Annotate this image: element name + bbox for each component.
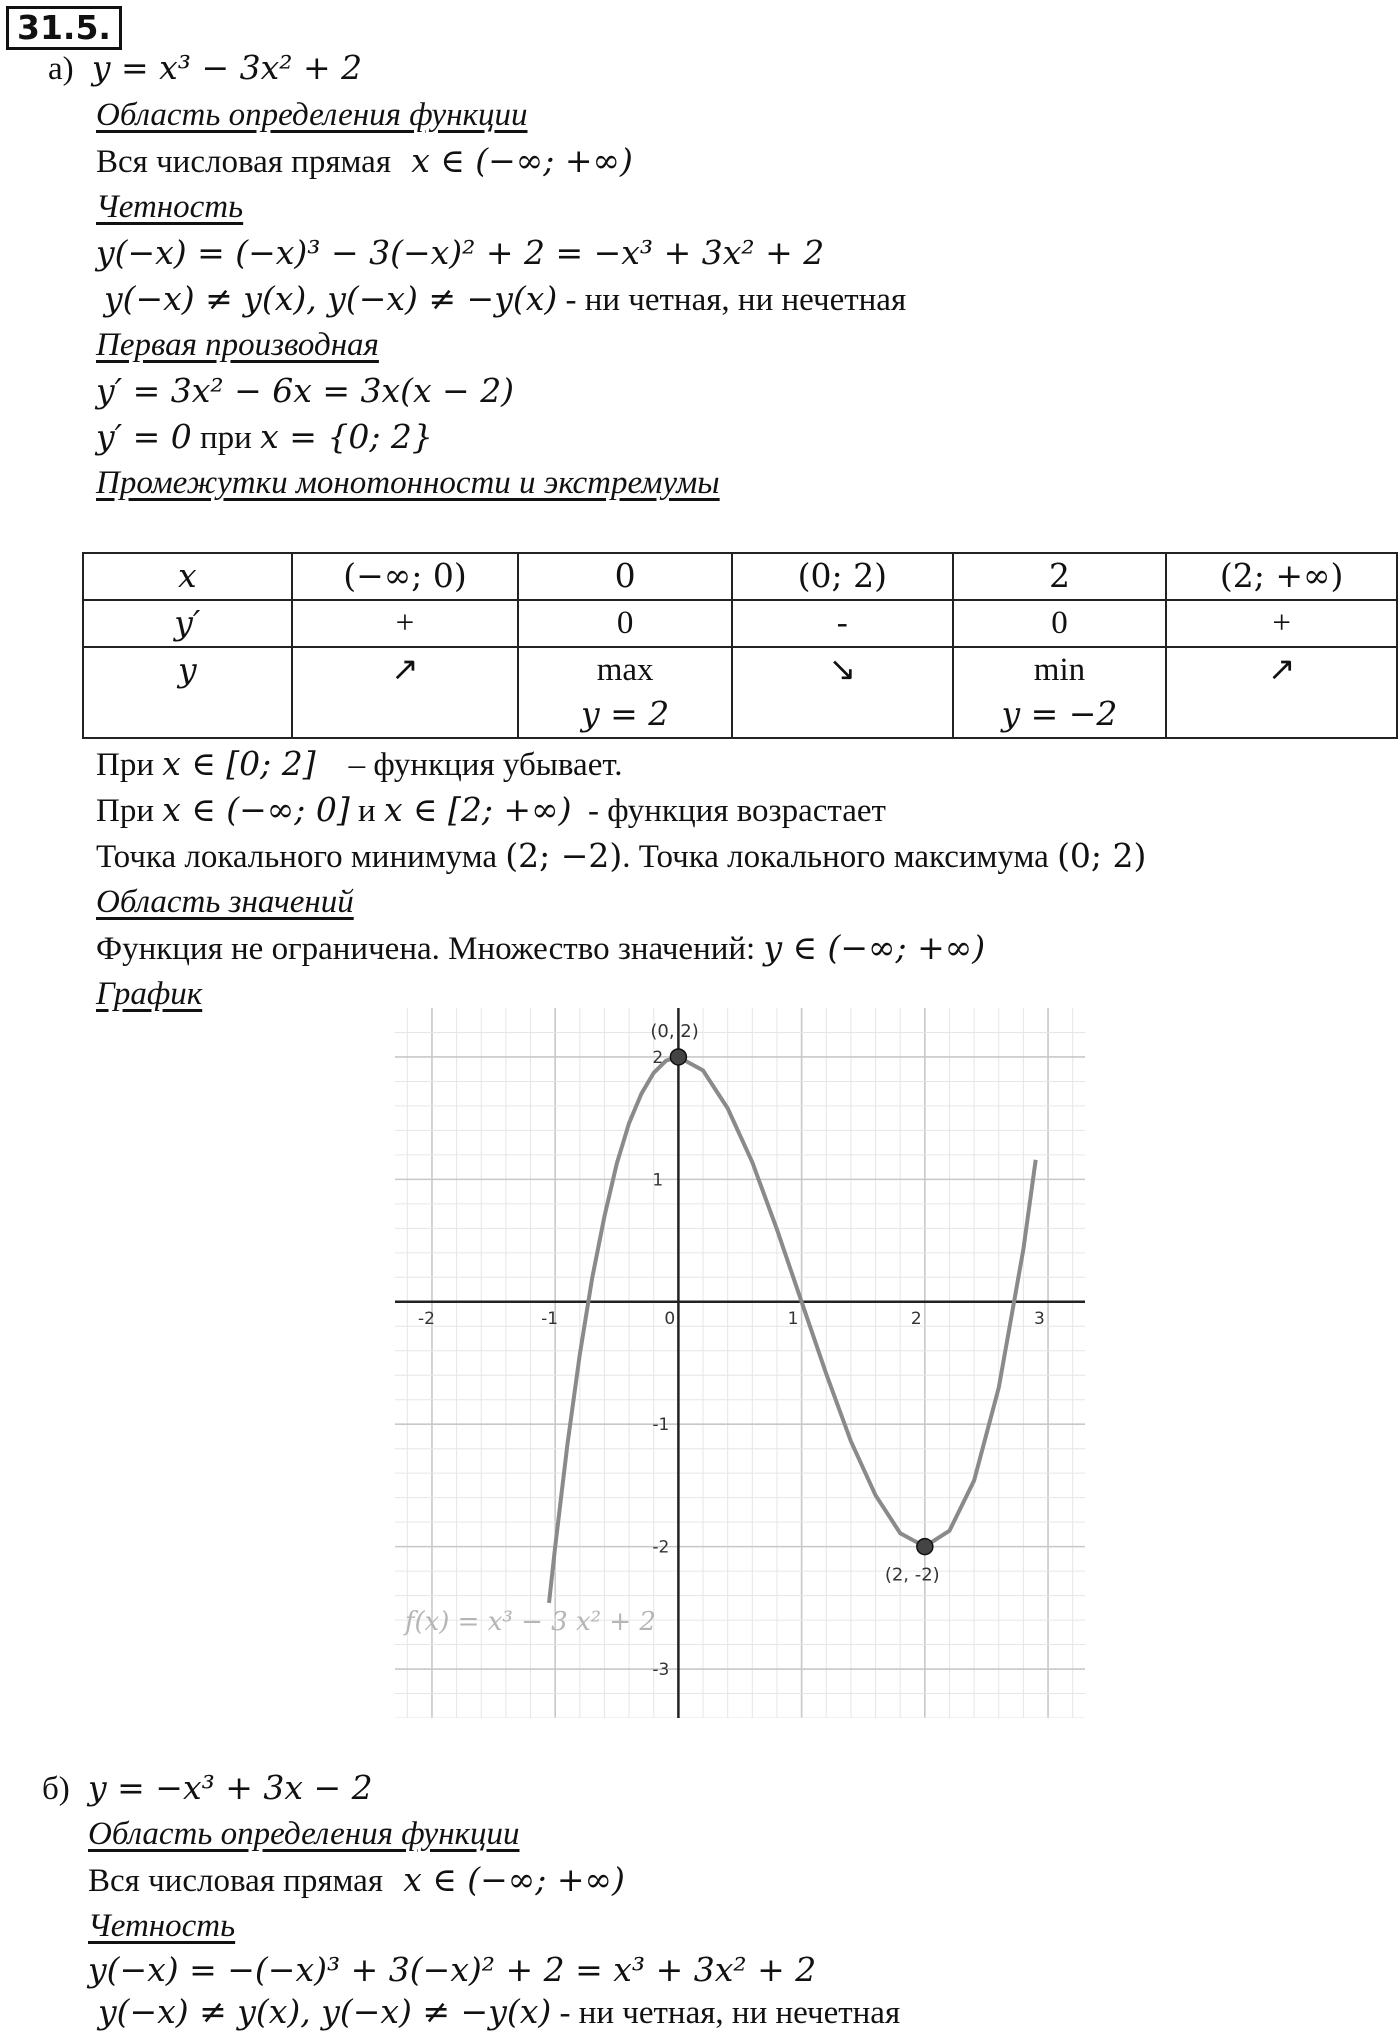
table-cell: y (83, 647, 292, 738)
range-line (96, 928, 985, 969)
derivative-zero-text: при (191, 420, 261, 456)
table-cell: (0; 2) (732, 553, 953, 600)
table-cell: y′ (83, 600, 292, 647)
extremum-point (670, 1049, 686, 1065)
extrema-math-1: (2; −2) (505, 836, 623, 875)
y-tick-label: 2 (652, 1047, 664, 1068)
table-cell: - (732, 600, 953, 647)
function-curve (549, 1057, 1036, 1603)
part-b-label: б) (42, 1771, 70, 1807)
table-cell: max y = 2 (518, 647, 732, 738)
extrema-text-1: Точка локального минимума (96, 839, 506, 875)
derivative-line-1: y′ = 3x² − 6x = 3x(x − 2) (96, 371, 515, 410)
table-cell: 2 (953, 553, 1167, 600)
part-a-label: а) (48, 51, 74, 87)
graph-heading: График (96, 976, 203, 1012)
tick-labels (418, 1048, 1045, 1680)
increasing-mid: и (349, 793, 384, 829)
part-a-header (48, 48, 362, 89)
parity-line-1: y(−x) = (−x)³ − 3(−x)² + 2 = −x³ + 3x² + 2 (96, 233, 825, 272)
table-row (83, 600, 1397, 647)
table-cell: ↗ (292, 647, 519, 738)
table-row (83, 647, 1397, 738)
y-tick-label: -2 (652, 1537, 670, 1558)
part-b-parity-line-2-text: - ни четная, ни нечетная (551, 1995, 901, 2031)
part-b-parity-line-2 (98, 1992, 900, 2033)
x-tick-label: 0 (664, 1308, 676, 1329)
x-tick-label: -1 (541, 1308, 559, 1329)
part-b-parity-heading: Четность (88, 1908, 236, 1944)
part-b-domain-math: x ∈ (−∞; +∞) (403, 1860, 625, 1899)
monotonicity-table (82, 552, 1398, 739)
derivative-heading: Первая производная (96, 327, 379, 363)
derivative-roots-math: x = {0; 2} (260, 417, 433, 456)
part-b-domain-heading: Область определения функции (88, 1816, 520, 1852)
x-tick-label: -2 (417, 1308, 435, 1329)
y-tick-label: 1 (652, 1170, 664, 1191)
increasing-math-2: x ∈ [2; +∞) (383, 790, 572, 829)
derivative-zero-math: y′ = 0 (96, 417, 192, 456)
table-cell: 0 (953, 600, 1167, 647)
table-cell: + (292, 600, 519, 647)
extremum-point (917, 1539, 933, 1555)
function-label: f(x) = x³ − 3 x² + 2 (404, 1606, 656, 1637)
decreasing-line (96, 744, 623, 785)
part-b-header (42, 1768, 373, 1809)
decreasing-math: x ∈ [0; 2] (162, 744, 316, 783)
increasing-line (96, 790, 886, 831)
problem-number-box: 31.5. (6, 6, 122, 50)
part-a-function: y = x³ − 3x² + 2 (91, 48, 363, 87)
table-cell: x (83, 553, 292, 600)
x-tick-label: 2 (910, 1308, 922, 1329)
extremum-label: (2, -2) (884, 1564, 940, 1586)
extrema-line (96, 836, 1146, 877)
x-tick-label: 1 (787, 1308, 799, 1329)
monotonic-heading: Промежутки монотонности и экстремумы (96, 465, 720, 501)
increasing-pre: При (96, 793, 163, 829)
range-heading: Область значений (96, 884, 354, 920)
domain-heading: Область определения функции (96, 97, 528, 133)
parity-line-2 (104, 279, 906, 320)
y-tick-label: -1 (652, 1415, 670, 1436)
table-cell: + (1166, 600, 1397, 647)
extremum-label: (0, 2) (650, 1020, 699, 1042)
table-cell: 0 (518, 553, 732, 600)
table-row (83, 553, 1397, 600)
increasing-math-1: x ∈ (−∞; 0] (162, 790, 350, 829)
extrema-text-2: . Точка локального максимума (622, 839, 1058, 875)
derivative-line-2 (96, 417, 433, 458)
table-cell: ↘ (732, 647, 953, 738)
parity-line-2-math: y(−x) ≠ y(x), y(−x) ≠ −y(x) (104, 279, 558, 318)
table-cell: 0 (518, 600, 732, 647)
parity-heading: Четность (96, 189, 244, 225)
table-cell: (−∞; 0) (292, 553, 519, 600)
range-math: y ∈ (−∞; +∞) (763, 928, 986, 967)
part-b-function: y = −x³ + 3x − 2 (88, 1768, 373, 1807)
x-tick-label: 3 (1034, 1308, 1045, 1329)
part-b-parity-line-2-math: y(−x) ≠ y(x), y(−x) ≠ −y(x) (98, 1992, 552, 2031)
part-b-domain-text: Вся числовая прямая (88, 1863, 384, 1899)
domain-math: x ∈ (−∞; +∞) (411, 141, 633, 180)
function-graph (395, 1008, 1085, 1718)
domain-line (96, 141, 633, 182)
extrema-math-2: (0; 2) (1057, 836, 1147, 875)
decreasing-pre: При (96, 747, 163, 783)
domain-text: Вся числовая прямая (96, 144, 392, 180)
decreasing-post: – функция убывает. (315, 747, 623, 783)
range-text: Функция не ограничена. Множество значений: (96, 931, 764, 967)
table-cell: min y = −2 (953, 647, 1167, 738)
table-cell: ↗ (1166, 647, 1397, 738)
part-b-parity-line-1: y(−x) = −(−x)³ + 3(−x)² + 2 = x³ + 3x² + 2 (88, 1950, 817, 1989)
table-cell: (2; +∞) (1166, 553, 1397, 600)
increasing-post: - функция возрастает (571, 793, 886, 829)
parity-line-2-text: - ни четная, ни нечетная (557, 282, 907, 318)
y-tick-label: -3 (652, 1660, 670, 1681)
part-b-domain-line (88, 1860, 625, 1901)
